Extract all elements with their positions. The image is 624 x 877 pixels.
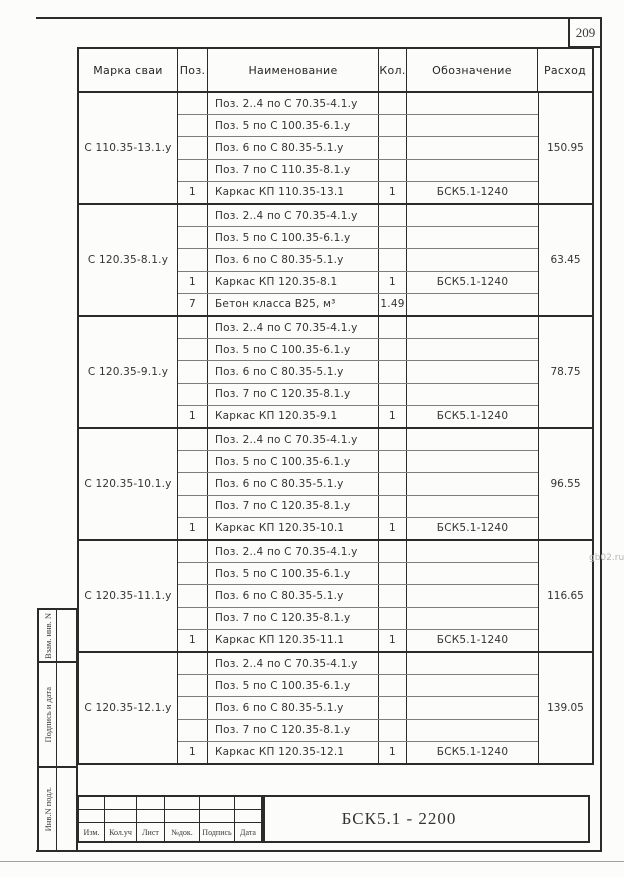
table-row	[178, 541, 538, 563]
frame-field-label: Инв.N подл.	[42, 786, 53, 832]
revision-empty-cell	[235, 810, 261, 823]
frame-field-label-box	[39, 768, 57, 850]
position-cell	[178, 697, 208, 718]
quantity-cell	[379, 675, 407, 696]
quantity-cell	[379, 608, 407, 629]
column-header-name: Наименование	[208, 49, 379, 91]
item-name-cell: Поз. 6 по С 80.35-5.1.у	[208, 473, 379, 494]
frame-field-label: Взам. инв. N	[42, 612, 53, 659]
table-row	[178, 317, 538, 339]
position-cell	[178, 451, 208, 472]
revision-column-label: Лист	[142, 827, 159, 837]
designation-cell	[407, 653, 538, 674]
position-cell: 1	[178, 630, 208, 651]
table-row	[178, 630, 538, 651]
quantity-cell	[379, 541, 407, 562]
position-cell	[178, 541, 208, 562]
designation-cell	[407, 675, 538, 696]
position-cell	[178, 653, 208, 674]
table-row	[178, 473, 538, 495]
revision-column	[165, 797, 200, 841]
quantity-cell	[379, 160, 407, 181]
revision-empty-cell	[235, 797, 261, 810]
item-name-cell: Поз. 7 по С 120.35-8.1.у	[208, 608, 379, 629]
position-cell	[178, 608, 208, 629]
designation-cell: БСК5.1-1240	[436, 410, 509, 423]
revision-column	[105, 797, 137, 841]
quantity-cell	[379, 496, 407, 517]
quantity-cell	[379, 563, 407, 584]
frame-border-right	[600, 17, 602, 852]
item-name-cell: Поз. 2..4 по С 70.35-4.1.у	[208, 205, 379, 226]
designation-cell	[407, 429, 538, 450]
quantity-cell: 1	[379, 272, 407, 293]
column-header-quantity: Кол.	[379, 49, 407, 91]
quantity-cell: 1	[379, 742, 407, 763]
position-cell	[178, 93, 208, 114]
position-cell	[178, 429, 208, 450]
quantity-cell	[379, 227, 407, 248]
position-cell: 1	[178, 742, 208, 763]
quantity-cell	[379, 720, 407, 741]
document-number-cell: БСК5.1 - 2200	[263, 795, 590, 843]
revision-empty-cell	[165, 797, 199, 810]
position-cell	[178, 137, 208, 158]
quantity-cell	[379, 429, 407, 450]
pile-mark-cell: С 120.35-10.1.у	[79, 429, 178, 539]
table-row	[178, 249, 538, 271]
scan-page-edge	[0, 861, 624, 862]
item-name-cell: Каркас КП 120.35-9.1	[208, 406, 379, 427]
revision-empty-cell	[79, 797, 104, 810]
item-name-cell: Поз. 7 по С 120.35-8.1.у	[208, 496, 379, 517]
designation-cell	[407, 720, 538, 741]
quantity-cell: 1	[379, 182, 407, 203]
position-cell	[178, 563, 208, 584]
table-row	[178, 451, 538, 473]
position-cell	[178, 585, 208, 606]
revision-column	[235, 797, 261, 841]
item-name-cell: Поз. 2..4 по С 70.35-4.1.у	[208, 317, 379, 338]
quantity-cell	[379, 451, 407, 472]
table-body	[79, 93, 592, 763]
designation-cell	[407, 541, 538, 562]
designation-cell	[407, 317, 538, 338]
table-row	[178, 227, 538, 249]
watermark: gb02.ru	[589, 553, 624, 563]
quantity-cell: 1	[379, 630, 407, 651]
designation-cell	[407, 93, 538, 114]
designation-cell	[407, 249, 538, 270]
table-row	[178, 294, 538, 315]
pile-mark-cell: С 110.35-13.1.у	[79, 93, 178, 203]
position-cell	[178, 227, 208, 248]
table-row	[178, 182, 538, 203]
consumption-cell: 63.45	[538, 205, 592, 315]
position-cell	[178, 339, 208, 360]
revision-empty-cell	[165, 810, 199, 823]
table-row	[178, 608, 538, 630]
table-row	[178, 339, 538, 361]
group-rows	[178, 541, 538, 651]
item-name-cell: Поз. 6 по С 80.35-5.1.у	[208, 249, 379, 270]
quantity-cell	[379, 137, 407, 158]
item-name-cell: Каркас КП 110.35-13.1	[208, 182, 379, 203]
position-cell: 7	[178, 294, 208, 315]
table-row	[178, 742, 538, 763]
position-cell	[178, 675, 208, 696]
item-name-cell: Поз. 5 по С 100.35-6.1.у	[208, 339, 379, 360]
position-cell	[178, 115, 208, 136]
position-cell	[178, 317, 208, 338]
revision-empty-cell	[200, 797, 234, 810]
table-group	[79, 317, 592, 429]
table-row	[178, 272, 538, 294]
item-name-cell: Поз. 2..4 по С 70.35-4.1.у	[208, 541, 379, 562]
item-name-cell: Поз. 7 по С 120.35-8.1.у	[208, 384, 379, 405]
frame-field-vzam-inv	[39, 610, 76, 663]
quantity-cell	[379, 585, 407, 606]
table-group	[79, 429, 592, 541]
designation-cell: БСК5.1-1240	[436, 186, 509, 199]
position-cell	[178, 384, 208, 405]
revision-table	[77, 795, 263, 843]
table-row	[178, 675, 538, 697]
designation-cell	[407, 361, 538, 382]
designation-cell	[407, 160, 538, 181]
quantity-cell	[379, 93, 407, 114]
pile-mark-cell: С 120.35-9.1.у	[79, 317, 178, 427]
designation-cell	[407, 563, 538, 584]
group-rows	[178, 429, 538, 539]
frame-field-inv-podl	[39, 768, 76, 850]
pile-mark-cell: С 120.35-12.1.у	[79, 653, 178, 763]
column-header-position: Поз.	[178, 49, 208, 91]
column-header-pile-mark: Марка сваи	[79, 49, 178, 91]
item-name-cell: Поз. 2..4 по С 70.35-4.1.у	[208, 429, 379, 450]
designation-cell	[407, 205, 538, 226]
item-name-cell: Поз. 5 по С 100.35-6.1.у	[208, 675, 379, 696]
table-row	[178, 563, 538, 585]
position-cell	[178, 496, 208, 517]
table-row	[178, 160, 538, 182]
item-name-cell: Поз. 2..4 по С 70.35-4.1.у	[208, 653, 379, 674]
quantity-cell	[379, 205, 407, 226]
designation-cell	[407, 384, 538, 405]
group-rows	[178, 205, 538, 315]
quantity-cell	[379, 697, 407, 718]
table-row	[178, 384, 538, 406]
frame-field-label: Подпись и дата	[42, 686, 53, 743]
designation-cell: БСК5.1-1240	[436, 634, 509, 647]
group-rows	[178, 653, 538, 763]
quantity-cell: 1.49	[379, 294, 407, 315]
frame-border-bottom	[36, 850, 602, 852]
revision-column-label: Дата	[240, 827, 256, 837]
position-cell	[178, 160, 208, 181]
item-name-cell: Поз. 5 по С 100.35-6.1.у	[208, 563, 379, 584]
table-group	[79, 653, 592, 763]
position-cell	[178, 473, 208, 494]
item-name-cell: Поз. 6 по С 80.35-5.1.у	[208, 697, 379, 718]
revision-column-label: Изм.	[83, 827, 100, 837]
revision-column	[79, 797, 105, 841]
item-name-cell: Поз. 6 по С 80.35-5.1.у	[208, 361, 379, 382]
pile-mark-cell: С 120.35-8.1.у	[79, 205, 178, 315]
designation-cell	[407, 227, 538, 248]
designation-cell	[407, 451, 538, 472]
consumption-cell: 139.05	[538, 653, 592, 763]
group-rows	[178, 317, 538, 427]
table-row	[178, 115, 538, 137]
revision-empty-cell	[137, 797, 164, 810]
frame-field-podpis-data	[39, 663, 76, 768]
frame-field-label-box	[39, 663, 57, 766]
column-header-consumption: Расход	[543, 63, 587, 77]
table-group	[79, 541, 592, 653]
table-row	[178, 361, 538, 383]
quantity-cell	[379, 653, 407, 674]
quantity-cell	[379, 361, 407, 382]
frame-border-top	[36, 17, 602, 19]
table-row	[178, 518, 538, 539]
quantity-cell	[379, 249, 407, 270]
designation-cell	[407, 115, 538, 136]
table-group	[79, 93, 592, 205]
quantity-cell	[379, 473, 407, 494]
consumption-cell: 116.65	[538, 541, 592, 651]
table-row	[178, 406, 538, 427]
column-header-designation: Обозначение	[407, 49, 538, 91]
designation-cell: БСК5.1-1240	[436, 276, 509, 289]
quantity-cell	[379, 115, 407, 136]
sheet-number: 209	[575, 24, 596, 40]
revision-column	[137, 797, 165, 841]
designation-cell	[407, 473, 538, 494]
revision-empty-cell	[105, 797, 136, 810]
consumption-cell: 96.55	[538, 429, 592, 539]
revision-empty-cell	[79, 810, 104, 823]
designation-cell	[407, 137, 538, 158]
item-name-cell: Поз. 7 по С 110.35-8.1.у	[208, 160, 379, 181]
item-name-cell: Поз. 6 по С 80.35-5.1.у	[208, 585, 379, 606]
quantity-cell: 1	[379, 518, 407, 539]
position-cell	[178, 720, 208, 741]
table-row	[178, 653, 538, 675]
revision-empty-cell	[137, 810, 164, 823]
designation-cell	[407, 585, 538, 606]
table-row	[178, 137, 538, 159]
designation-cell	[407, 697, 538, 718]
item-name-cell: Каркас КП 120.35-12.1	[208, 742, 379, 763]
table-row	[178, 585, 538, 607]
item-name-cell: Бетон класса В25, м³	[208, 294, 379, 315]
designation-cell	[407, 608, 538, 629]
quantity-cell	[379, 317, 407, 338]
specification-table	[77, 47, 594, 765]
group-rows	[178, 93, 538, 203]
table-group	[79, 205, 592, 317]
table-header-row	[79, 49, 592, 93]
revision-empty-cell	[200, 810, 234, 823]
position-cell	[178, 205, 208, 226]
revision-empty-cell	[105, 810, 136, 823]
item-name-cell: Каркас КП 120.35-11.1	[208, 630, 379, 651]
frame-field-label-box	[39, 610, 57, 661]
position-cell: 1	[178, 406, 208, 427]
item-name-cell: Поз. 5 по С 100.35-6.1.у	[208, 115, 379, 136]
quantity-cell: 1	[379, 406, 407, 427]
item-name-cell: Каркас КП 120.35-8.1	[208, 272, 379, 293]
revision-column-label: №док.	[171, 827, 193, 837]
table-row	[178, 93, 538, 115]
item-name-cell: Поз. 5 по С 100.35-6.1.у	[208, 227, 379, 248]
consumption-cell: 150.95	[538, 93, 592, 203]
designation-cell: БСК5.1-1240	[436, 746, 509, 759]
item-name-cell: Поз. 5 по С 100.35-6.1.у	[208, 451, 379, 472]
item-name-cell: Каркас КП 120.35-10.1	[208, 518, 379, 539]
item-name-cell: Поз. 2..4 по С 70.35-4.1.у	[208, 93, 379, 114]
consumption-cell: 78.75	[538, 317, 592, 427]
revision-column-label: Кол.уч	[109, 827, 132, 837]
item-name-cell: Поз. 7 по С 120.35-8.1.у	[208, 720, 379, 741]
pile-mark-cell: С 120.35-11.1.у	[79, 541, 178, 651]
position-cell: 1	[178, 182, 208, 203]
position-cell: 1	[178, 272, 208, 293]
table-row	[178, 429, 538, 451]
table-row	[178, 720, 538, 742]
table-row	[178, 697, 538, 719]
designation-cell: БСК5.1-1240	[436, 522, 509, 535]
revision-column	[200, 797, 235, 841]
position-cell	[178, 249, 208, 270]
quantity-cell	[379, 384, 407, 405]
quantity-cell	[379, 339, 407, 360]
designation-cell	[407, 339, 538, 360]
position-cell	[178, 361, 208, 382]
table-row	[178, 205, 538, 227]
position-cell: 1	[178, 518, 208, 539]
designation-cell	[407, 496, 538, 517]
table-row	[178, 496, 538, 518]
item-name-cell: Поз. 6 по С 80.35-5.1.у	[208, 137, 379, 158]
designation-cell	[407, 294, 538, 315]
revision-column-label: Подпись	[202, 827, 232, 837]
frame-side-fields	[37, 608, 78, 852]
